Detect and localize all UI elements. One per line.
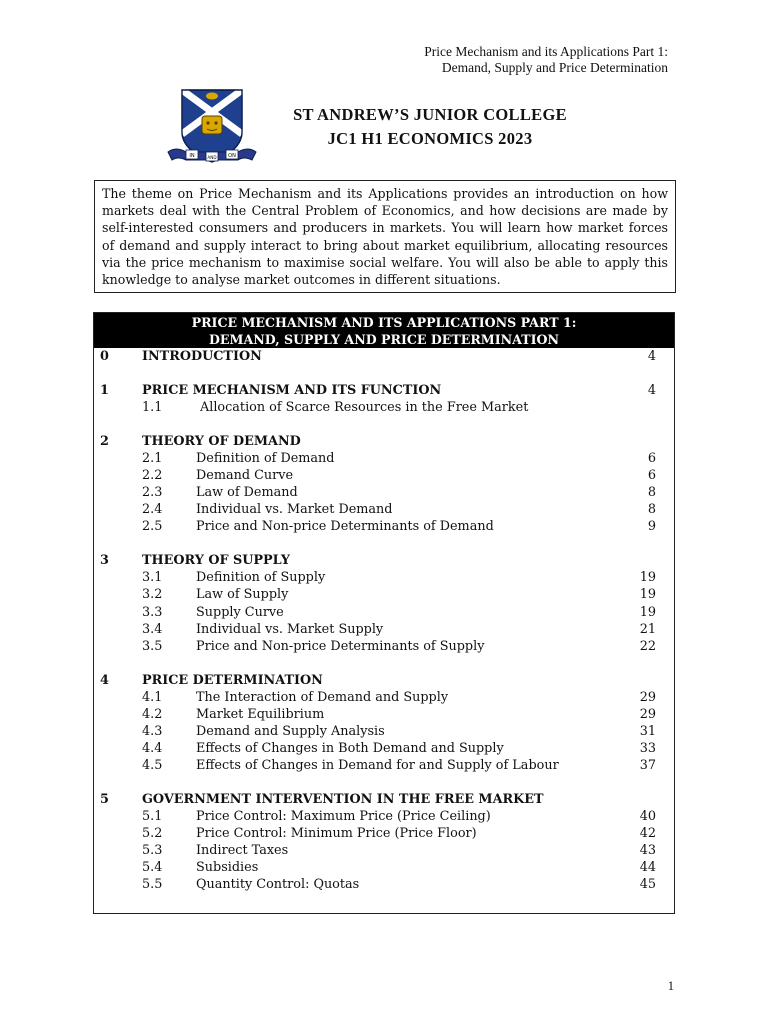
running-header-line-1: Price Mechanism and its Applications Part 1: — [424, 44, 668, 59]
toc-section-page: 4 — [647, 349, 656, 364]
toc-subsection-row — [94, 876, 674, 893]
toc-subsection-number: 2.1 — [142, 450, 163, 466]
toc-subsection-row — [94, 825, 674, 842]
toc-subsection-page: 40 — [639, 809, 656, 825]
toc-subsection-title: Law of Demand — [196, 485, 298, 501]
toc-section-row — [94, 348, 674, 365]
toc-subsection-page: 22 — [639, 638, 656, 654]
toc-subsection-row — [94, 808, 674, 825]
toc-subsection-title: Indirect Taxes — [196, 843, 289, 859]
toc-subsection-row — [94, 842, 674, 859]
toc-subsection-page: 9 — [647, 519, 656, 535]
toc-subsection-title: Individual vs. Market Demand — [196, 502, 393, 518]
toc-subsection-row — [94, 467, 674, 484]
college-name: ST ANDREW’S JUNIOR COLLEGE — [293, 105, 567, 124]
toc-subsection-number: 1.1 — [142, 399, 163, 415]
toc-subsection-row — [94, 740, 674, 757]
toc-subsection-page: 31 — [639, 723, 656, 739]
toc-subsection-row — [94, 604, 674, 621]
toc-body — [94, 348, 674, 894]
toc-spacer — [94, 416, 674, 433]
running-header — [424, 44, 668, 76]
toc-subsection-number: 4.1 — [142, 689, 163, 705]
toc-subsection-number: 3.4 — [142, 621, 163, 637]
toc-subsection-number: 5.1 — [142, 809, 163, 825]
toc-section-number: 0 — [100, 349, 109, 364]
toc-subsection-number: 2.5 — [142, 519, 163, 535]
toc-section-number: 2 — [100, 433, 109, 449]
toc-subsection-page: 8 — [647, 485, 656, 501]
toc-subsection-title: Effects of Changes in Both Demand and Supply — [196, 740, 504, 756]
toc-subsection-number: 2.3 — [142, 485, 163, 501]
crest-motto-3: ON — [228, 153, 236, 159]
toc-subsection-page: 44 — [639, 860, 656, 876]
toc-subsection-number: 3.1 — [142, 570, 163, 586]
toc-subsection-title: Price Control: Maximum Price (Price Ceiling) — [196, 809, 491, 825]
toc-subsection-row — [94, 638, 674, 655]
toc-section-title: PRICE DETERMINATION — [142, 672, 323, 688]
toc-section-title: THEORY OF DEMAND — [142, 433, 301, 449]
toc-subsection-row — [94, 859, 674, 876]
toc-title-line-2: DEMAND, SUPPLY AND PRICE DETERMINATION — [209, 332, 559, 347]
toc-subsection-row — [94, 399, 674, 416]
toc-subsection-title: Price and Non-price Determinants of Supply — [196, 638, 485, 654]
toc-subsection-page: 37 — [639, 758, 656, 774]
toc-section-number: 5 — [100, 791, 109, 807]
toc-subsection-page: 29 — [639, 689, 656, 705]
toc-subsection-row — [94, 586, 674, 603]
toc-section-number: 4 — [100, 672, 109, 688]
toc-subsection-number: 5.3 — [142, 843, 163, 859]
running-header-line-2: Demand, Supply and Price Determination — [441, 60, 668, 75]
toc-subsection-row — [94, 518, 674, 535]
toc-subsection-row — [94, 484, 674, 501]
toc-subsection-number: 2.2 — [142, 468, 163, 484]
toc-subsection-title: Definition of Supply — [196, 570, 326, 586]
toc-subsection-page: 19 — [639, 604, 656, 620]
theme-introduction-text: The theme on Price Mechanism and its Applications provides an introduction on how markets deal with the Central Problem of Economics, and how decisions are made by self-interested consumers and producers in markets. You will learn how market forces of demand and supply interact to bring about market equilibrium, allocating resources via the price mechanism to maximise social welfare. You will also be able to apply this knowledge to analyse market outcomes in different situations. — [102, 186, 668, 288]
toc-section-page: 4 — [647, 382, 656, 398]
crest-motto-2: AND — [207, 155, 217, 160]
toc-section-row — [94, 433, 674, 450]
toc-subsection-page: 29 — [639, 706, 656, 722]
toc-subsection-page: 6 — [647, 450, 656, 466]
toc-subsection-title: Price and Non-price Determinants of Demand — [196, 519, 494, 535]
toc-subsection-number: 4.5 — [142, 758, 163, 774]
toc-subsection-page: 42 — [639, 826, 656, 842]
toc-subsection-title: Law of Supply — [196, 587, 289, 603]
toc-subsection-number: 3.2 — [142, 587, 163, 603]
toc-subsection-number: 3.5 — [142, 638, 163, 654]
toc-subsection-page: 33 — [639, 740, 656, 756]
toc-section-number: 1 — [100, 382, 109, 398]
toc-section-row — [94, 791, 674, 808]
toc-subsection-number: 4.3 — [142, 723, 163, 739]
toc-subsection-number: 5.4 — [142, 860, 163, 876]
toc-subsection-page: 19 — [639, 587, 656, 603]
toc-subsection-title: Demand Curve — [196, 468, 294, 484]
toc-subsection-number: 5.5 — [142, 877, 163, 893]
toc-title-line-1: PRICE MECHANISM AND ITS APPLICATIONS PART 1: — [191, 315, 577, 330]
toc-subsection-row — [94, 621, 674, 638]
toc-section-number: 3 — [100, 553, 109, 569]
toc-subsection-title: Quantity Control: Quotas — [196, 877, 360, 893]
toc-section-title: INTRODUCTION — [142, 349, 262, 364]
toc-spacer — [94, 535, 674, 552]
toc-section-row — [94, 552, 674, 569]
toc-subsection-title: Price Control: Minimum Price (Price Floor) — [196, 826, 477, 842]
toc-subsection-page: 21 — [639, 621, 656, 637]
toc-subsection-page: 45 — [639, 877, 656, 893]
college-heading — [270, 103, 590, 151]
toc-header — [94, 313, 674, 348]
toc-subsection-page: 43 — [639, 843, 656, 859]
toc-subsection-number: 4.4 — [142, 740, 163, 756]
toc-section-title: PRICE MECHANISM AND ITS FUNCTION — [142, 382, 442, 398]
page-number: 1 — [667, 979, 674, 993]
toc-section-title: GOVERNMENT INTERVENTION IN THE FREE MARKET — [142, 791, 544, 807]
toc-subsection-title: Effects of Changes in Demand for and Supply of Labour — [196, 758, 559, 774]
table-of-contents — [93, 312, 675, 914]
toc-subsection-title: Subsidies — [196, 860, 259, 876]
toc-subsection-row — [94, 757, 674, 774]
toc-spacer — [94, 655, 674, 672]
toc-subsection-page: 19 — [639, 570, 656, 586]
toc-subsection-number: 2.4 — [142, 502, 163, 518]
toc-section-title: THEORY OF SUPPLY — [142, 553, 290, 569]
toc-section-row — [94, 672, 674, 689]
toc-subsection-page: 6 — [647, 468, 656, 484]
toc-subsection-title: Individual vs. Market Supply — [196, 621, 384, 637]
toc-subsection-row — [94, 723, 674, 740]
theme-introduction-box — [94, 180, 676, 293]
toc-subsection-number: 5.2 — [142, 826, 163, 842]
toc-subsection-row — [94, 706, 674, 723]
toc-section-row — [94, 382, 674, 399]
toc-subsection-title: Supply Curve — [196, 604, 284, 620]
toc-subsection-title: The Interaction of Demand and Supply — [196, 689, 449, 705]
toc-subsection-title: Market Equilibrium — [196, 706, 325, 722]
toc-subsection-page: 8 — [647, 502, 656, 518]
toc-subsection-number: 3.3 — [142, 604, 163, 620]
course-title: JC1 H1 ECONOMICS 2023 — [327, 129, 533, 148]
toc-subsection-title: Allocation of Scarce Resources in the Free Market — [200, 399, 529, 415]
toc-subsection-title: Demand and Supply Analysis — [196, 723, 385, 739]
toc-subsection-number: 4.2 — [142, 706, 163, 722]
toc-spacer — [94, 774, 674, 791]
toc-subsection-title: Definition of Demand — [196, 450, 335, 466]
toc-subsection-row — [94, 569, 674, 586]
saint-andrew-crest-icon — [166, 86, 258, 170]
toc-spacer — [94, 365, 674, 382]
toc-subsection-row — [94, 450, 674, 467]
toc-subsection-row — [94, 501, 674, 518]
toc-subsection-row — [94, 689, 674, 706]
crest-motto-1: IN — [189, 153, 195, 159]
